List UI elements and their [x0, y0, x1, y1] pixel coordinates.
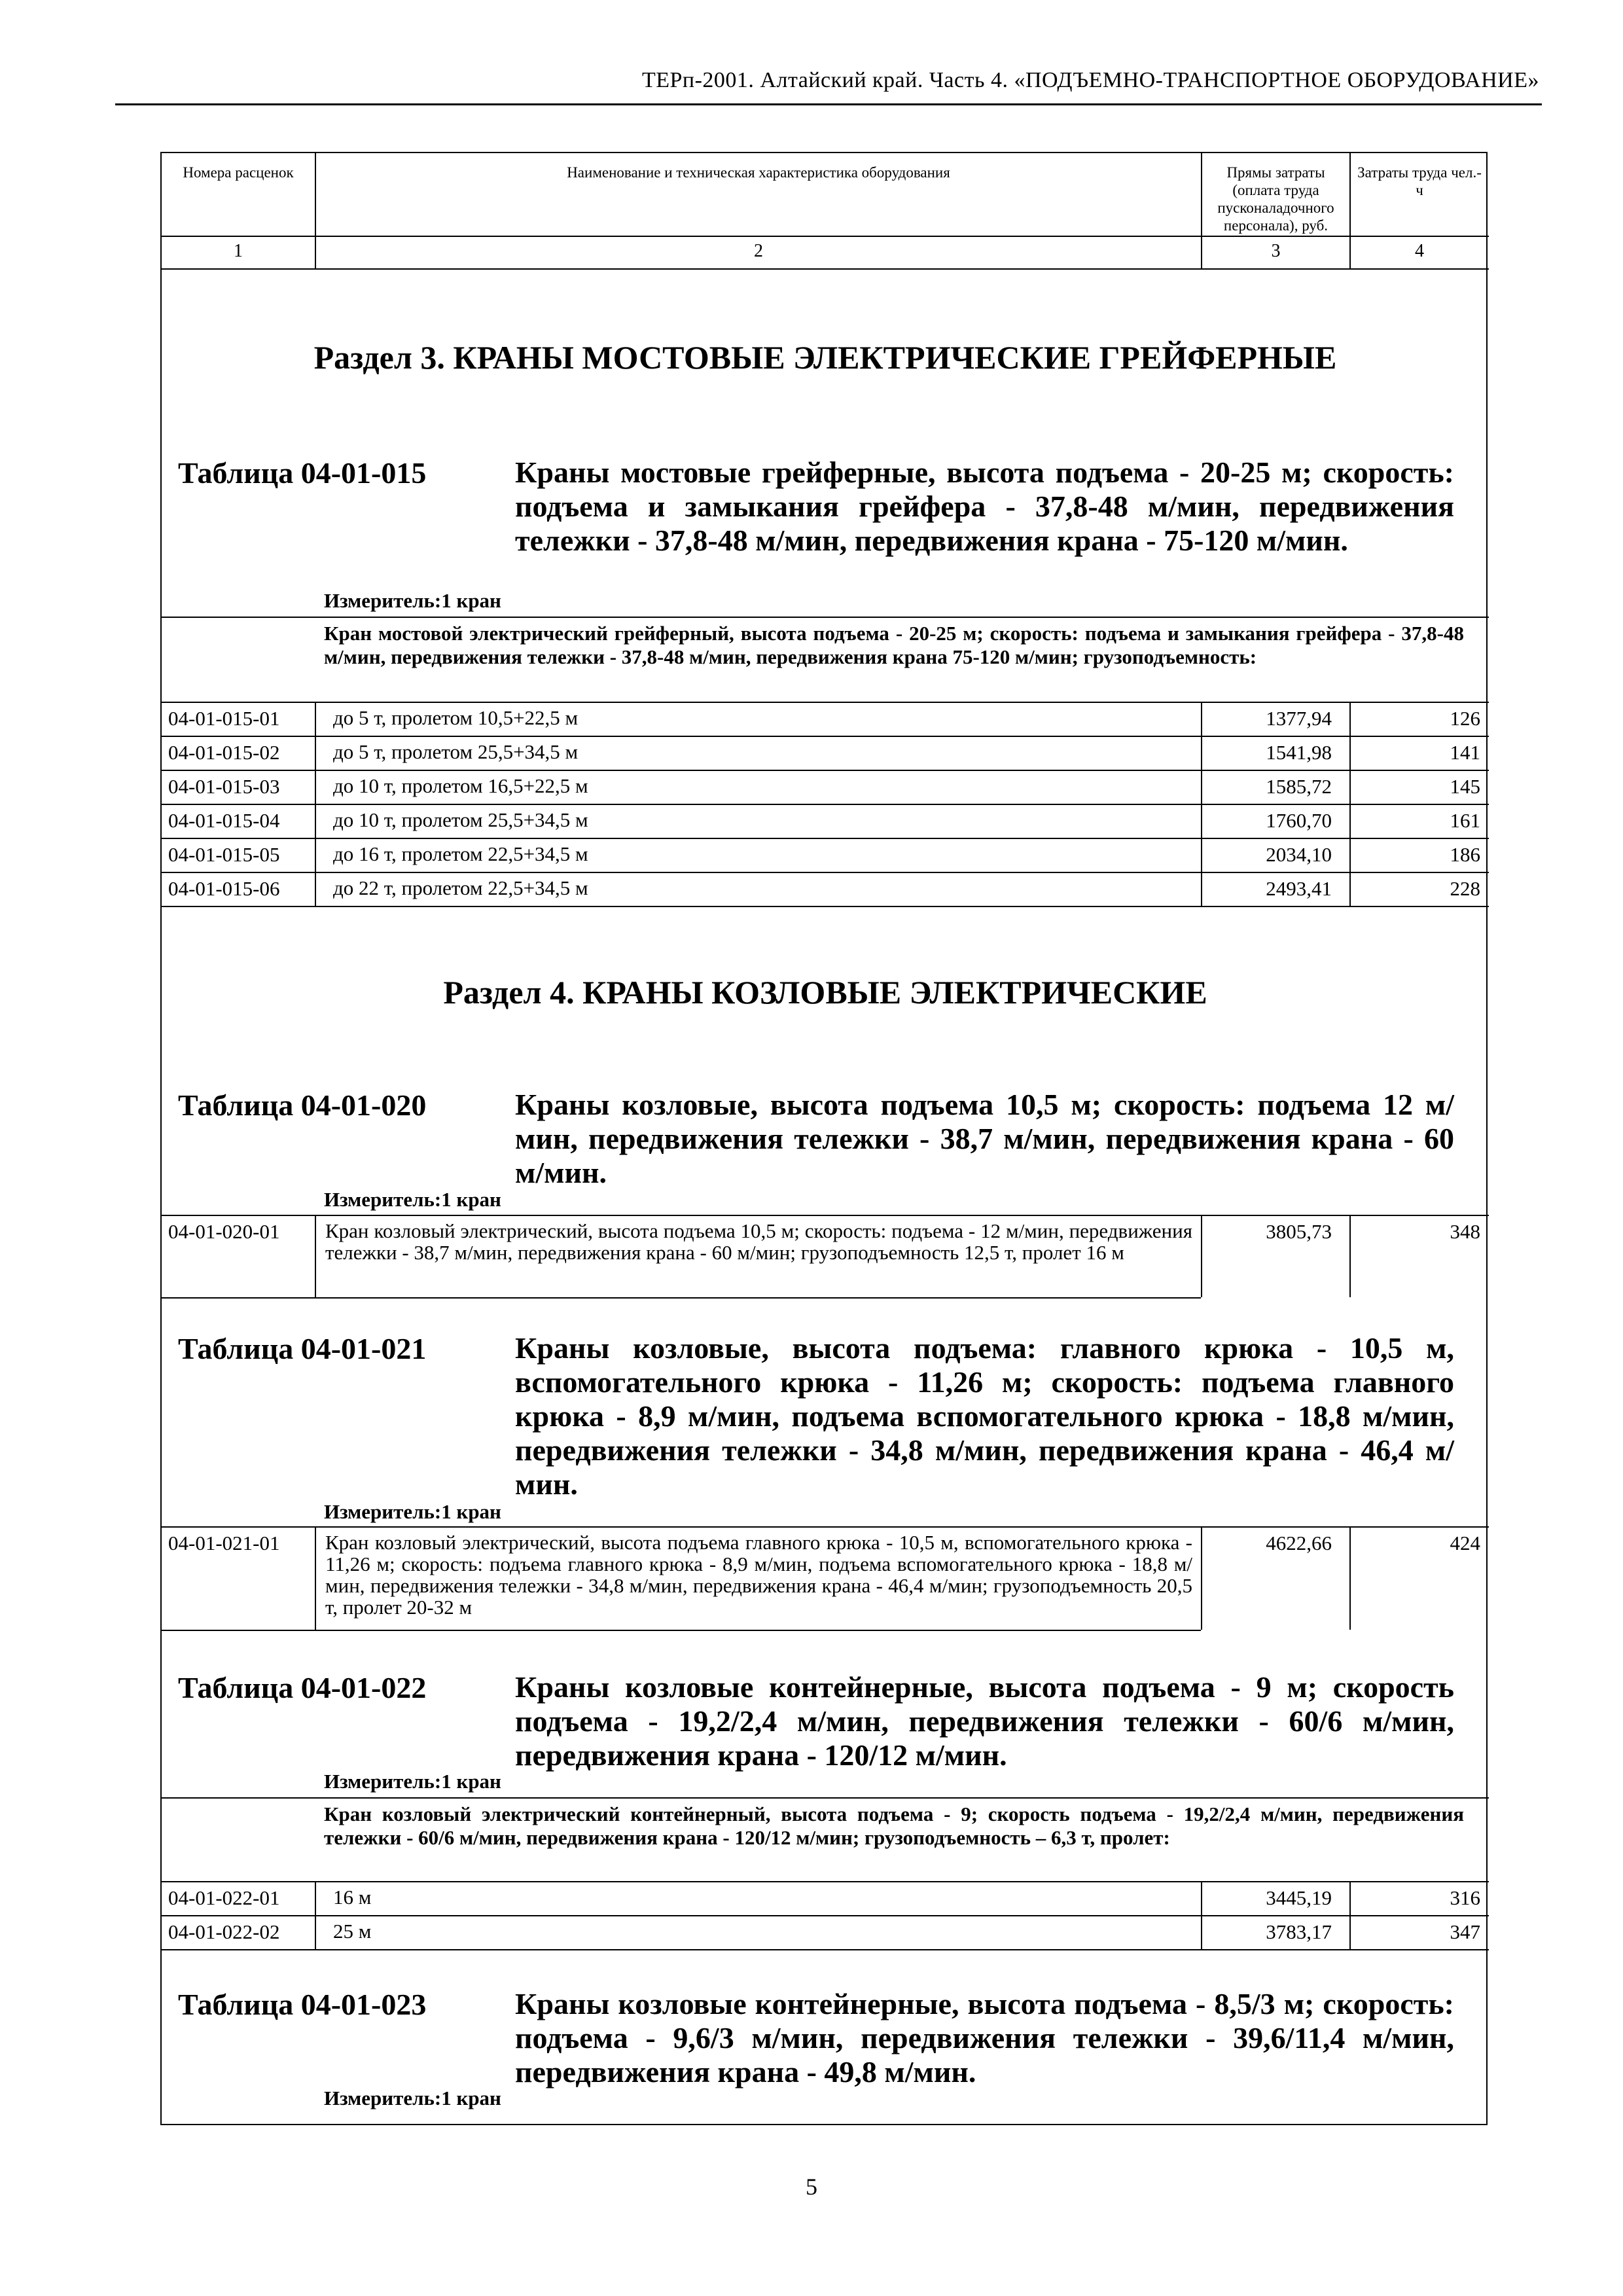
row-desc: до 16 т, пролетом 22,5+34,5 м — [333, 842, 588, 865]
table-015-group: Кран мостовой электрический грейферный, высота подъема - 20-25 м; скорость: подъема и замыкания грейфера - 37,8-48 м/мин, передвижения тележки - 37,8-48 м/мин, передвижения крана 75-120 м/мин; грузоподъемность: — [324, 622, 1464, 668]
table-020-title: Краны козловые, высота подъема 10,5 м; скорость: подъема 12 м/мин, передвижения тележки - 38,7 м/мин, передвижения крана - 60 м/мин. — [515, 1088, 1454, 1189]
column-number-2: 2 — [754, 241, 763, 261]
header-divider — [162, 236, 1489, 237]
row-code: 04-01-015-05 — [168, 843, 280, 866]
row-labor: 186 — [1450, 843, 1480, 866]
table-023-label: Таблица 04-01-023 — [178, 1988, 427, 2021]
column-header-labor: Затраты труда чел.-ч — [1357, 164, 1482, 198]
table-015-label: Таблица 04-01-015 — [178, 456, 427, 490]
row-labor: 126 — [1450, 707, 1480, 730]
row-divider — [162, 804, 1489, 805]
section-3-title: Раздел 3. КРАНЫ МОСТОВЫЕ ЭЛЕКТРИЧЕСКИЕ ГРЕЙФЕРНЫЕ — [313, 339, 1337, 376]
row-divider — [162, 736, 1489, 737]
row-cost: 1760,70 — [1266, 809, 1332, 832]
row-cost: 3783,17 — [1266, 1920, 1332, 1943]
table-022-measure: Измеритель:1 кран — [324, 1770, 501, 1793]
row-divider — [162, 1915, 1489, 1916]
row-divider — [162, 1630, 1201, 1631]
row-code: 04-01-020-01 — [168, 1220, 280, 1243]
table-021-title: Краны козловые, высота подъема: главного крюка - 10,5 м, вспомогательного крюка - 11,26 м; скорость: подъема главного крюка - 8,9 м/мин, подъема вспомогательного крюка - 18,8 м/мин, передвижения тележки - 34,8 м/мин, передвижения крана - 46,4 м/мин. — [515, 1331, 1454, 1501]
row-code: 04-01-015-01 — [168, 707, 280, 730]
row-divider — [162, 1526, 1489, 1528]
row-code: 04-01-022-02 — [168, 1920, 280, 1943]
table-022-group: Кран козловый электрический контейнерный, высота подъема - 9; скорость подъема - 19,2/2,4 м/мин, передвижения тележки - 60/6 м/мин, передвижения крана - 120/12 м/мин; грузоподъемность – 6,3 т, пролет: — [324, 1803, 1464, 1849]
row-divider — [162, 1297, 1201, 1299]
row-cost: 1585,72 — [1266, 775, 1332, 798]
row-labor: 347 — [1450, 1920, 1480, 1943]
row-labor: 316 — [1450, 1886, 1480, 1909]
table-022-title: Краны козловые контейнерные, высота подъема - 9 м; скорость подъема - 19,2/2,4 м/мин, передвижения тележки - 60/6 м/мин, передвижения крана - 120/12 м/мин. — [515, 1670, 1454, 1772]
row-labor: 141 — [1450, 741, 1480, 764]
table-021-label: Таблица 04-01-021 — [178, 1332, 427, 1365]
row-labor: 145 — [1450, 775, 1480, 798]
table-022-label: Таблица 04-01-022 — [178, 1671, 427, 1704]
row-desc: 25 м — [333, 1920, 372, 1943]
row-divider — [162, 872, 1489, 873]
column-number-3: 3 — [1271, 241, 1281, 261]
column-number-1: 1 — [234, 241, 243, 261]
rates-table — [160, 152, 1488, 2125]
column-header-name: Наименование и техническая характеристика оборудования — [567, 164, 950, 181]
row-desc: до 5 т, пролетом 25,5+34,5 м — [333, 740, 579, 763]
row-cost: 2493,41 — [1266, 877, 1332, 900]
row-cost: 4622,66 — [1266, 1532, 1332, 1554]
row-cost: 3805,73 — [1266, 1220, 1332, 1243]
row-col-divider-1 — [315, 1215, 316, 1297]
row-desc: до 10 т, пролетом 25,5+34,5 м — [333, 808, 588, 831]
row-desc: до 22 т, пролетом 22,5+34,5 м — [333, 876, 588, 899]
row-divider — [162, 906, 1489, 907]
table-015-divider — [162, 617, 1489, 618]
row-divider — [162, 1881, 1489, 1882]
row-desc: 16 м — [333, 1886, 372, 1909]
row-code: 04-01-015-02 — [168, 741, 280, 764]
row-cost: 2034,10 — [1266, 843, 1332, 866]
table-023-title: Краны козловые контейнерные, высота подъема - 8,5/3 м; скорость: подъема - 9,6/3 м/мин, передвижения тележки - 39,6/11,4 м/мин, передвижения крана - 49,8 м/мин. — [515, 1987, 1454, 2089]
row-col-divider-1 — [315, 1526, 316, 1630]
column-header-cost: Прямы затраты (оплата труда пусконаладочного персонала), руб. — [1217, 164, 1334, 234]
row-cost: 1541,98 — [1266, 741, 1332, 764]
page-number: 5 — [806, 2174, 817, 2200]
column-header-codes: Номера расценок — [183, 164, 294, 181]
row-code: 04-01-015-06 — [168, 877, 280, 900]
row-labor: 424 — [1450, 1532, 1480, 1554]
row-labor: 161 — [1450, 809, 1480, 832]
row-cost: 3445,19 — [1266, 1886, 1332, 1909]
column-numbers-divider — [162, 268, 1489, 270]
table-023-measure: Измеритель:1 кран — [324, 2087, 501, 2109]
row-code: 04-01-022-01 — [168, 1886, 280, 1909]
column-number-4: 4 — [1415, 241, 1424, 261]
row-labor: 348 — [1450, 1220, 1480, 1243]
header-rule — [115, 103, 1542, 105]
running-header: ТЕРп-2001. Алтайский край. Часть 4. «ПОДЪЕМНО-ТРАНСПОРТНОЕ ОБОРУДОВАНИЕ» — [641, 68, 1539, 92]
row-desc: Кран козловый электрический, высота подъема 10,5 м; скорость: подъема - 12 м/мин, передвижения тележки - 38,7 м/мин, передвижения крана - 60 м/мин; грузоподъемность 12,5 т, пролет 16 м — [325, 1219, 1192, 1264]
row-divider — [162, 1215, 1489, 1216]
row-cost: 1377,94 — [1266, 707, 1332, 730]
table-020-label: Таблица 04-01-020 — [178, 1088, 427, 1122]
row-divider — [162, 770, 1489, 771]
row-code: 04-01-015-03 — [168, 775, 280, 798]
row-divider — [162, 1949, 1489, 1950]
row-desc: до 5 т, пролетом 10,5+22,5 м — [333, 706, 579, 729]
row-labor: 228 — [1450, 877, 1480, 900]
section-4-title: Раздел 4. КРАНЫ КОЗЛОВЫЕ ЭЛЕКТРИЧЕСКИЕ — [443, 974, 1207, 1011]
row-divider — [162, 702, 1489, 703]
row-desc: Кран козловый электрический, высота подъема главного крюка - 10,5 м, вспомогательного крюка - 11,26 м; скорость: подъема главного крюка - 8,9 м/мин, подъема вспомогательного крюка - 18,8 м/мин, передвижения тележки - 34,8 м/мин, передвижения крана - 46,4 м/мин; грузоподъемность 20,5 т, пролет 20-32 м — [325, 1531, 1192, 1619]
table-015-measure: Измеритель:1 кран — [324, 589, 501, 612]
row-divider — [162, 1797, 1489, 1799]
table-020-measure: Измеритель:1 кран — [324, 1188, 501, 1211]
row-code: 04-01-015-04 — [168, 809, 280, 832]
table-021-measure: Измеритель:1 кран — [324, 1500, 501, 1523]
table-015-title: Краны мостовые грейферные, высота подъема - 20-25 м; скорость: подъема и замыкания грейфера - 37,8-48 м/мин, передвижения тележки - 37,8-48 м/мин, передвижения крана - 75-120 м/мин. — [515, 456, 1454, 557]
row-divider — [162, 838, 1489, 839]
row-desc: до 10 т, пролетом 16,5+22,5 м — [333, 774, 588, 797]
row-code: 04-01-021-01 — [168, 1532, 280, 1554]
